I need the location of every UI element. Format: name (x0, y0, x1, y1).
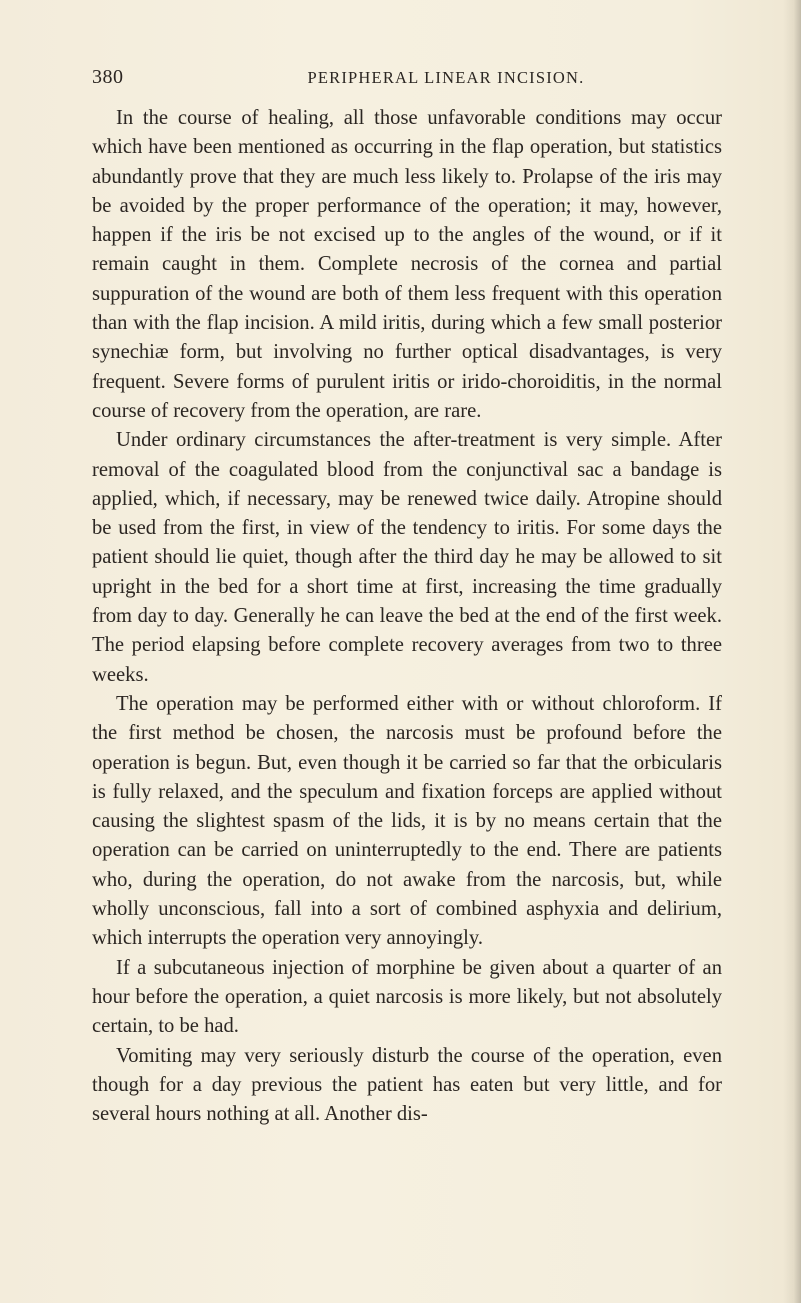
page-edge-shadow (783, 0, 801, 1303)
running-head: PERIPHERAL LINEAR INCISION. (307, 68, 585, 87)
body-text (92, 104, 722, 1129)
paragraph-after-treatment: Under ordinary circumstances the after-treatment is very simple. After removal of the coagulated blood from the conjunctival sac a bandage is applied, which, if necessary, may be renewed twice daily. Atropine should be used from the first, in view of the tendency to iritis. For some days the patient should lie quiet, though after the third day he may be allowed to sit upright in the bed for a short time at first, increasing the time gradually from day to day. Generally he can leave the bed at the end of the first week. The period elapsing before complete recovery averages from two to three weeks. (92, 429, 722, 686)
paragraph-chloroform: The operation may be performed either with or without chloroform. If the first method be chosen, the narcosis must be profound before the operation is begun. But, even though it be carried so far that the orbicularis is fully relaxed, and the speculum and fixation forceps are applied without causing the slightest spasm of the lids, it is by no means certain that the operation can be carried on uninterruptedly to the end. There are patients who, during the operation, do not awake from the narcosis, but, while wholly unconscious, fall into a sort of combined asphyxia and delirium, which interrupts the operation very annoyingly. (92, 692, 722, 950)
paragraph-complications: In the course of healing, all those unfavorable conditions may occur which have been mentioned as occurring in the flap operation, but statistics abundantly prove that they are much less likely to. Prolapse of the iris may be avoided by the proper performance of the operation; it may, however, happen if the iris be not excised up to the angles of the wound, or if it remain caught in them. Complete necrosis of the cornea and partial suppuration of the wound are both of them less frequent with this operation than with the flap incision. A mild iritis, during which a few small posterior synechiæ form, but involving no further optical disadvantages, is very frequent. Severe forms of purulent iritis or irido-choroiditis, in the normal course of recovery from the operation, are rare. (92, 107, 722, 422)
page-number: 380 (92, 66, 124, 88)
page-header (92, 66, 720, 96)
paragraph-morphine: If a subcutaneous injection of morphine be given about a quarter of an hour before the operation, a quiet narcosis is more likely, but not absolutely certain, to be had. (92, 956, 722, 1038)
paragraph-vomiting: Vomiting may very seriously disturb the course of the operation, even though for a day previous the patient has eaten but very little, and for several hours nothing at all. Another dis- (92, 1044, 722, 1126)
